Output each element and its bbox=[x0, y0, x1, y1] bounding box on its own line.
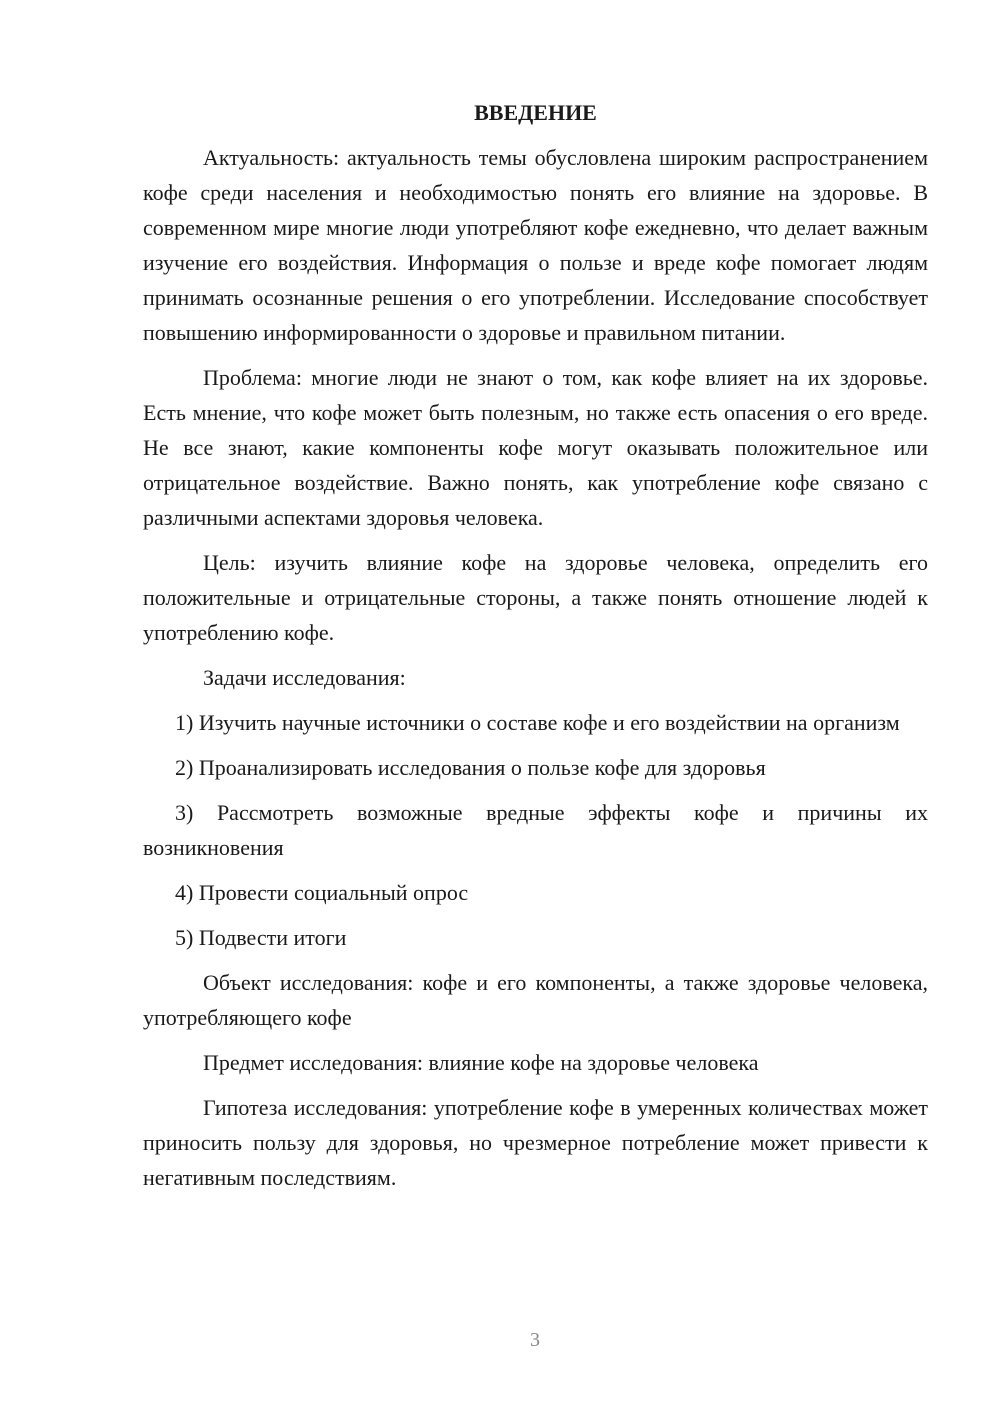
subject-paragraph: Предмет исследования: влияние кофе на здоровье человека bbox=[203, 1050, 759, 1075]
tasks-heading: Задачи исследования: bbox=[203, 665, 406, 690]
page-number: 3 bbox=[530, 1329, 540, 1351]
problem-paragraph: Проблема: многие люди не знают о том, как кофе влияет на их здоровье. Есть мнение, что кофе может быть полезным, но также есть опасения о его вреде. Не все знают, какие компоненты кофе могут оказывать положительное или отрицательное воздействие. Важно понять, как употребление кофе связано с различными аспектами здоровья человека. bbox=[143, 365, 928, 530]
tasks-list bbox=[143, 705, 928, 955]
object-paragraph: Объект исследования: кофе и его компоненты, а также здоровье человека, употребляющего кофе bbox=[143, 970, 928, 1030]
list-item: 2) Проанализировать исследования о пользе кофе для здоровья bbox=[175, 755, 766, 780]
relevance-paragraph: Актуальность: актуальность темы обусловлена широким распространением кофе среди населения и необходимостью понять его влияние на здоровье. В современном мире многие люди употребляют кофе ежедневно, что делает важным изучение его воздействия. Информация о пользе и вреде кофе помогает людям принимать осознанные решения о его употреблении. Исследование способствует повышению информированности о здоровье и правильном питании. bbox=[143, 145, 928, 345]
document-body bbox=[143, 95, 928, 1205]
hypothesis-paragraph: Гипотеза исследования: употребление кофе в умеренных количествах может приносить пользу для здоровья, но чрезмерное потребление может привести к негативным последствиям. bbox=[143, 1095, 928, 1190]
goal-paragraph: Цель: изучить влияние кофе на здоровье человека, определить его положительные и отрицательные стороны, а также понять отношение людей к употреблению кофе. bbox=[143, 550, 928, 645]
section-title: ВВЕДЕНИЕ bbox=[474, 100, 597, 125]
list-item: 1) Изучить научные источники о составе кофе и его воздействии на организм bbox=[175, 710, 900, 735]
list-item: 4) Провести социальный опрос bbox=[175, 880, 469, 905]
list-item: 5) Подвести итоги bbox=[175, 925, 347, 950]
list-item: 3) Рассмотреть возможные вредные эффекты кофе и причины их возникновения bbox=[143, 800, 928, 860]
